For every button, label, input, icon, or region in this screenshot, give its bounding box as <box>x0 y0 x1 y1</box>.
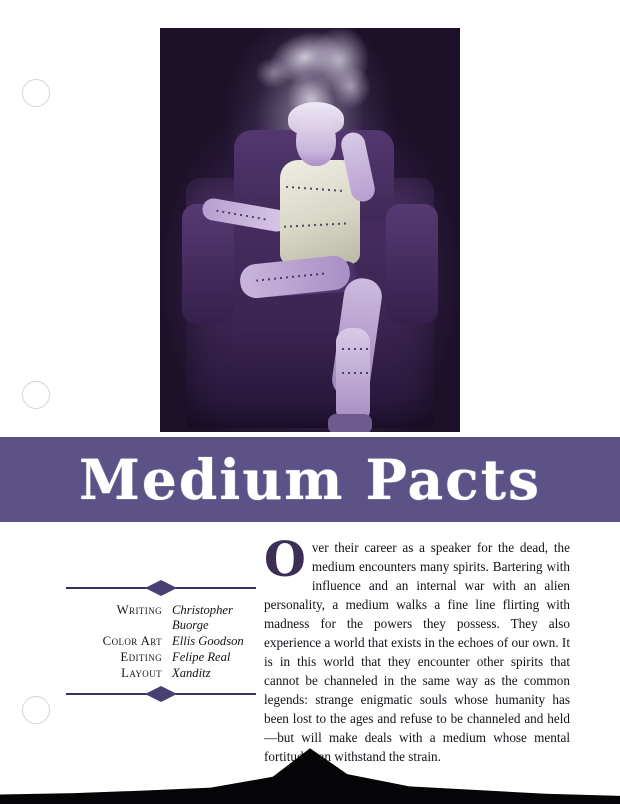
figure-shin <box>336 328 370 424</box>
page-title: Medium Pacts <box>79 447 541 512</box>
diamond-icon <box>145 686 177 702</box>
mountain-silhouette <box>0 736 620 804</box>
punch-hole-top <box>22 79 50 107</box>
credit-name: Xanditz <box>172 666 211 680</box>
figure-head <box>296 114 336 166</box>
illustration-background <box>160 28 460 432</box>
figure-boot <box>328 414 372 432</box>
diamond-icon <box>145 580 177 596</box>
credit-role: Layout <box>121 666 162 680</box>
credit-role: Color Art <box>102 634 162 648</box>
credits-block <box>66 580 256 702</box>
credit-row <box>66 666 256 681</box>
credit-role: Editing <box>120 650 162 664</box>
smoke-wisp <box>332 66 370 108</box>
credits-divider-top <box>66 580 256 596</box>
credits-divider-bottom <box>66 686 256 702</box>
credit-name: Christopher Buorge <box>172 603 233 632</box>
credit-role: Writing <box>116 603 162 617</box>
credit-name: Felipe Real <box>172 650 231 664</box>
punch-hole-bottom <box>22 696 50 724</box>
credit-name: Ellis Goodson <box>172 634 244 648</box>
credits-rows <box>66 596 256 686</box>
title-banner <box>0 437 620 522</box>
stitch-detail <box>342 348 368 350</box>
credit-row <box>66 650 256 665</box>
drop-cap: O <box>264 532 306 588</box>
credit-row <box>66 634 256 649</box>
armchair-arm-right <box>386 204 438 324</box>
stitch-detail <box>342 372 368 374</box>
footer-illustration <box>0 736 620 804</box>
intro-paragraph-text: ver their career as a speaker for the dead, the medium encounters many spirits. Bartering with influence and an internal war with an alien personality, a medium walks a fine line flirting with madness for the powers they possess. They also experience a world that exists in the echoes of our own. It is in this world that they encounter other spirits that cannot be channeled in the same way as the common legends: strange enigmatic souls whose humanity has been lost to the ages and refuse to be channeled and held—but will make deals with a medium whose mental fortitude can withstand the strain. <box>264 540 570 764</box>
credit-row <box>66 603 256 633</box>
medium-illustration <box>160 28 460 432</box>
smoke-wisp <box>256 58 290 88</box>
punch-hole-middle <box>22 381 50 409</box>
intro-paragraph <box>264 532 570 766</box>
